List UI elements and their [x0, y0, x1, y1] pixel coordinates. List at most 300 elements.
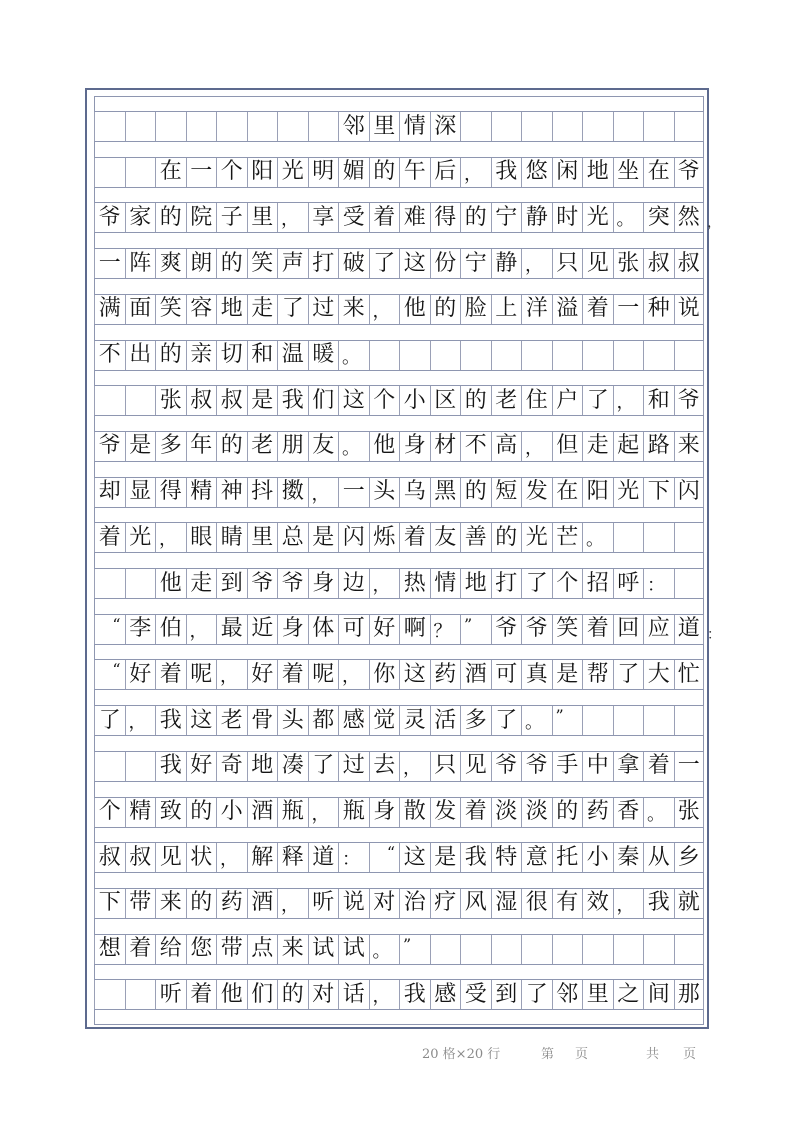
grid-cell: 。: [338, 432, 369, 461]
grid-cell: 意: [521, 843, 552, 872]
grid-cell: 切: [216, 341, 247, 370]
grid-cell: 材: [430, 432, 461, 461]
grid-cell: 老: [216, 706, 247, 735]
grid-cell: 药: [582, 798, 613, 827]
grid-cell: 受: [460, 980, 491, 1009]
grid-cell: 不: [460, 432, 491, 461]
grid-cell: 活: [430, 706, 461, 735]
grid-cell: 朋: [277, 432, 308, 461]
grid-cell: ：: [643, 569, 674, 598]
grid-cell: 近: [247, 615, 278, 644]
grid-cell: 凑: [277, 752, 308, 781]
grid-cell: 的: [155, 203, 186, 232]
grid-cell: 叔: [125, 843, 156, 872]
grid-cell: 了: [613, 660, 644, 689]
grid-cell-empty: [125, 158, 156, 187]
grid-cell-empty: [552, 112, 583, 141]
grid-cell: 和: [247, 341, 278, 370]
grid-cell: 您: [186, 935, 217, 964]
grid-cell: 他: [155, 569, 186, 598]
grid-cell: 这: [399, 660, 430, 689]
grid-cell: 来: [277, 935, 308, 964]
grid-row: [94, 842, 704, 873]
grid-cell: 小: [399, 386, 430, 415]
grid-cell: 爷: [94, 203, 125, 232]
grid-cell: 得: [155, 478, 186, 507]
grid-cell: ，: [369, 295, 400, 324]
grid-cell: 擞: [277, 478, 308, 507]
grid-cell: 是: [247, 386, 278, 415]
grid-cell-empty: [521, 935, 552, 964]
grid-cell: 着: [125, 935, 156, 964]
grid-cell-empty: [674, 706, 705, 735]
grid-cell-empty: [491, 112, 522, 141]
grid-cell: 走: [582, 432, 613, 461]
grid-spec-label: 20 格×20 行: [422, 1047, 501, 1062]
grid-cell: 了: [521, 980, 552, 1009]
grid-cell-empty: [94, 386, 125, 415]
grid-cell: 说: [338, 889, 369, 918]
grid-cell: 们: [247, 980, 278, 1009]
grid-cell: 好: [125, 660, 156, 689]
grid-cell: 得: [430, 203, 461, 232]
grid-cell: 闲: [552, 158, 583, 187]
grid-cell: 阳: [582, 478, 613, 507]
grid-row: [94, 294, 704, 325]
grid-cell: 秦: [613, 843, 644, 872]
grid-cell: 声: [277, 249, 308, 278]
grid-cell: ，: [308, 478, 339, 507]
grid-cell-empty: [674, 569, 705, 598]
grid-cell: 觉: [369, 706, 400, 735]
grid-cell: 了: [277, 295, 308, 324]
grid-cell: 拿: [613, 752, 644, 781]
grid-cell: 想: [94, 935, 125, 964]
grid-cell: ”: [460, 615, 491, 644]
grid-cell: 个: [94, 798, 125, 827]
grid-cell: 眼: [186, 523, 217, 552]
grid-cell: 脸: [460, 295, 491, 324]
grid-cell: 着: [399, 523, 430, 552]
grid-cell: 家: [125, 203, 156, 232]
grid-cell: 闪: [674, 478, 705, 507]
grid-cell: ，: [369, 980, 400, 1009]
grid-cell: 老: [491, 386, 522, 415]
grid-cell: 酒: [460, 660, 491, 689]
grid-cell: 。: [613, 203, 644, 232]
grid-cell: 都: [308, 706, 339, 735]
grid-cell: 种: [643, 295, 674, 324]
grid-cell-empty: [613, 112, 644, 141]
grid-cell: 爷: [491, 615, 522, 644]
grid-cell: 的: [369, 158, 400, 187]
grid-cell: 叔: [186, 386, 217, 415]
grid-cell: 呢: [186, 660, 217, 689]
grid-cell: 光: [277, 158, 308, 187]
grid-cell: ，: [277, 889, 308, 918]
grid-cell: 爷: [277, 569, 308, 598]
grid-cell: 热: [399, 569, 430, 598]
grid-cell: 在: [552, 478, 583, 507]
grid-cell: 。: [338, 341, 369, 370]
grid-cell: 很: [521, 889, 552, 918]
grid-cell: 发: [521, 478, 552, 507]
grid-cell: ，: [277, 203, 308, 232]
grid-cell: 状: [186, 843, 217, 872]
grid-cell: 身: [369, 798, 400, 827]
grid-cell: ，: [308, 798, 339, 827]
grid-cell: 爷: [491, 752, 522, 781]
grid-cell: ，: [460, 158, 491, 187]
grid-cell: 静: [491, 249, 522, 278]
grid-cell-empty: [94, 752, 125, 781]
grid-cell: 宁: [460, 249, 491, 278]
grid-cell: 一: [186, 158, 217, 187]
grid-cell: 奇: [216, 752, 247, 781]
grid-cell: ”: [399, 935, 430, 964]
grid-cell: 打: [491, 569, 522, 598]
grid-cell: 显: [125, 478, 156, 507]
grid-cell: ：: [338, 843, 369, 872]
grid-cell: 后: [430, 158, 461, 187]
grid-cell: 从: [643, 843, 674, 872]
grid-cell: 这: [399, 843, 430, 872]
grid-cell: 的: [155, 341, 186, 370]
grid-cell: 里: [247, 523, 278, 552]
grid-cell: 善: [460, 523, 491, 552]
grid-cell: ，: [613, 386, 644, 415]
grid-cell: 路: [643, 432, 674, 461]
grid-cell: 间: [643, 980, 674, 1009]
grid-cell: 明: [308, 158, 339, 187]
grid-cell: 个: [369, 386, 400, 415]
grid-cell: 致: [155, 798, 186, 827]
grid-cell-empty: [460, 112, 491, 141]
grid-cell-empty: [613, 706, 644, 735]
grid-cell: 的: [430, 295, 461, 324]
grid-cell: 光: [125, 523, 156, 552]
grid-cell: 好: [247, 660, 278, 689]
grid-cell: 就: [674, 889, 705, 918]
grid-cell: 着: [277, 660, 308, 689]
grid-cell: 道: [674, 615, 705, 644]
grid-cell: 了: [521, 569, 552, 598]
grid-row: [94, 888, 704, 919]
grid-cell: 光: [613, 478, 644, 507]
grid-cell-empty: [674, 523, 705, 552]
grid-cell: “: [369, 843, 400, 872]
grid-cell: 是: [430, 843, 461, 872]
grid-cell: 地: [247, 752, 278, 781]
grid-cell: 黑: [430, 478, 461, 507]
grid-cell: 的: [491, 523, 522, 552]
grid-cell: 芒: [552, 523, 583, 552]
grid-row: [94, 477, 704, 508]
grid-cell: 那: [674, 980, 705, 1009]
grid-cell: 爷: [521, 752, 552, 781]
grid-cell: 地: [460, 569, 491, 598]
grid-cell-empty: [369, 341, 400, 370]
grid-cell: 爷: [94, 432, 125, 461]
grid-cell: 回: [613, 615, 644, 644]
grid-row: [94, 934, 704, 965]
grid-cell: 道: [308, 843, 339, 872]
grid-cell: 的: [216, 432, 247, 461]
grid-cell: 头: [277, 706, 308, 735]
grid-cell: 小: [582, 843, 613, 872]
grid-cell: 面: [125, 295, 156, 324]
grid-cell: 手: [552, 752, 583, 781]
grid-cell: 我: [155, 752, 186, 781]
grid-cell: 身: [399, 432, 430, 461]
grid-cell-empty: [643, 706, 674, 735]
grid-cell: 试: [338, 935, 369, 964]
grid-cell: 中: [582, 752, 613, 781]
grid-cell: 最: [216, 615, 247, 644]
grid-cell: 阳: [247, 158, 278, 187]
grid-cell: 小: [216, 798, 247, 827]
grid-cell: 一: [338, 478, 369, 507]
grid-cell: 了: [582, 386, 613, 415]
grid-cell: 的: [277, 980, 308, 1009]
grid-cell: ，: [186, 615, 217, 644]
grid-cell: 头: [369, 478, 400, 507]
grid-cell-empty: [643, 523, 674, 552]
grid-cell-empty: [613, 523, 644, 552]
grid-cell: ”: [552, 706, 583, 735]
grid-cell: 神: [216, 478, 247, 507]
grid-cell-empty: [521, 341, 552, 370]
grid-cell-empty: [582, 112, 613, 141]
grid-cell: 多: [460, 706, 491, 735]
grid-cell: 疗: [430, 889, 461, 918]
grid-cell: 着: [460, 798, 491, 827]
grid-cell: 。: [582, 523, 613, 552]
grid-cell: 我: [399, 980, 430, 1009]
grid-cell: 酒: [247, 889, 278, 918]
grid-cell: 精: [186, 478, 217, 507]
grid-cell-empty: [460, 341, 491, 370]
grid-cell-empty: [674, 112, 705, 141]
grid-cell: 着: [643, 752, 674, 781]
grid-cell: 帮: [582, 660, 613, 689]
grid-cell: 灵: [399, 706, 430, 735]
grid-cell: 呢: [308, 660, 339, 689]
grid-cell: 点: [247, 935, 278, 964]
grid-cell-empty: [491, 341, 522, 370]
grid-cell: 我: [643, 889, 674, 918]
grid-cell: 光: [582, 203, 613, 232]
grid-cell: 到: [216, 569, 247, 598]
grid-cell: 过: [308, 295, 339, 324]
grid-cell: ，: [125, 706, 156, 735]
grid-cell: 来: [338, 295, 369, 324]
grid-cell: 走: [247, 295, 278, 324]
grid-cell-empty: [277, 112, 308, 141]
grid-cell: 着: [186, 980, 217, 1009]
grid-cell-empty: [643, 341, 674, 370]
grid-cell-empty: [552, 341, 583, 370]
grid-cell: 乡: [674, 843, 705, 872]
grid-cell-empty: [643, 935, 674, 964]
grid-cell: 治: [399, 889, 430, 918]
grid-cell: 身: [277, 615, 308, 644]
grid-cell-empty: [582, 706, 613, 735]
grid-cell: 多: [155, 432, 186, 461]
grid-cell: 爷: [521, 615, 552, 644]
grid-cell-empty: [674, 341, 705, 370]
grid-cell: 可: [491, 660, 522, 689]
grid-cell: ？: [430, 615, 461, 644]
grid-cell: 邻: [552, 980, 583, 1009]
grid-cell: 的: [186, 889, 217, 918]
grid-cell: 难: [399, 203, 430, 232]
grid-row: [94, 797, 704, 828]
grid-cell: ，: [521, 432, 552, 461]
grid-cell-empty: [216, 112, 247, 141]
grid-cell: 爷: [247, 569, 278, 598]
grid-cell-empty: [155, 112, 186, 141]
grid-cell: 满: [94, 295, 125, 324]
grid-cell: 应: [643, 615, 674, 644]
grid-cell-empty: [125, 112, 156, 141]
grid-cell: 。: [369, 935, 400, 964]
grid-cell: 来: [155, 889, 186, 918]
grid-cell: 个: [216, 158, 247, 187]
grid-cell-empty: [674, 935, 705, 964]
grid-cell: 李: [125, 615, 156, 644]
grid-cell: 时: [552, 203, 583, 232]
page-number-prefix: 第: [541, 1047, 555, 1062]
grid-cell: 药: [216, 889, 247, 918]
grid-cell: 发: [430, 798, 461, 827]
grid-cell: ，: [521, 249, 552, 278]
grid-cell: 说: [674, 295, 705, 324]
grid-cell: 叔: [216, 386, 247, 415]
grid-cell: 邻: [338, 112, 369, 141]
grid-cell: 笑: [247, 249, 278, 278]
grid-cell: 对: [308, 980, 339, 1009]
grid-cell: 抖: [247, 478, 278, 507]
grid-cell: 招: [582, 569, 613, 598]
grid-cell-empty: [491, 935, 522, 964]
grid-cell: 里: [369, 112, 400, 141]
grid-cell: 特: [491, 843, 522, 872]
grid-cell: 走: [186, 569, 217, 598]
grid-cell: 院: [186, 203, 217, 232]
grid-cell: 着: [94, 523, 125, 552]
grid-cell: ，: [155, 523, 186, 552]
grid-cell: 阵: [125, 249, 156, 278]
grid-cell: 只: [552, 249, 583, 278]
grid-cell: 着: [155, 660, 186, 689]
grid-cell: 张: [155, 386, 186, 415]
grid-cell: 地: [582, 158, 613, 187]
grid-cell: ，: [216, 660, 247, 689]
grid-cell: 解: [247, 843, 278, 872]
total-pages-prefix: 共: [646, 1047, 660, 1062]
grid-cell: 总: [277, 523, 308, 552]
grid-cell-empty: [552, 935, 583, 964]
grid-cell: 但: [552, 432, 583, 461]
grid-cell: 的: [460, 203, 491, 232]
grid-cell: 里: [247, 203, 278, 232]
grid-cell: 午: [399, 158, 430, 187]
grid-cell: 暖: [308, 341, 339, 370]
grid-cell: 带: [216, 935, 247, 964]
grid-cell-empty: [125, 569, 156, 598]
grid-cell: 只: [430, 752, 461, 781]
grid-cell: 我: [155, 706, 186, 735]
grid-cell: 悠: [521, 158, 552, 187]
grid-cell: 不: [94, 341, 125, 370]
grid-cell: 下: [643, 478, 674, 507]
grid-cell: 散: [399, 798, 430, 827]
grid-cell: 到: [491, 980, 522, 1009]
grid-cell: 亲: [186, 341, 217, 370]
page-number-suffix: 页: [575, 1047, 589, 1062]
grid-cell: 是: [308, 523, 339, 552]
grid-cell: 破: [338, 249, 369, 278]
grid-cell: 带: [125, 889, 156, 918]
grid-cell: 上: [491, 295, 522, 324]
grid-cell: 他: [216, 980, 247, 1009]
grid-cell-empty: [582, 341, 613, 370]
grid-cell: 是: [125, 432, 156, 461]
grid-cell-empty: [399, 341, 430, 370]
grid-cell: 着: [582, 295, 613, 324]
total-pages-suffix: 页: [683, 1047, 697, 1062]
grid-cell: 来: [674, 432, 705, 461]
grid-cell: 瓶: [277, 798, 308, 827]
grid-cell-empty: [247, 112, 278, 141]
grid-row: [94, 751, 704, 782]
grid-cell: 光: [521, 523, 552, 552]
grid-cell: 子: [216, 203, 247, 232]
grid-cell: 给: [155, 935, 186, 964]
grid-cell: ，: [399, 752, 430, 781]
grid-cell: 托: [552, 843, 583, 872]
grid-cell: 爷: [674, 386, 705, 415]
grid-cell: 温: [277, 341, 308, 370]
grid-cell: 香: [613, 798, 644, 827]
grid-cell: 们: [308, 386, 339, 415]
grid-cell: 容: [186, 295, 217, 324]
grid-cell: 烁: [369, 523, 400, 552]
grid-cell: 是: [552, 660, 583, 689]
grid-cell: 对: [369, 889, 400, 918]
grid-cell: 静: [521, 203, 552, 232]
grid-cell: 的: [460, 386, 491, 415]
margin-overflow-punctuation: ：: [707, 626, 721, 643]
grid-cell: 睛: [216, 523, 247, 552]
grid-cell: ，: [216, 843, 247, 872]
grid-cell-empty: [125, 980, 156, 1009]
grid-cell-empty: [521, 112, 552, 141]
grid-cell-empty: [94, 569, 125, 598]
grid-cell: 友: [430, 523, 461, 552]
grid-cell: 高: [491, 432, 522, 461]
grid-cell: 洋: [521, 295, 552, 324]
grid-row: [94, 157, 704, 188]
grid-row: [94, 522, 704, 553]
grid-cell: 忙: [674, 660, 705, 689]
grid-cell-empty: [613, 341, 644, 370]
grid-cell: “: [94, 615, 125, 644]
grid-cell: 骨: [247, 706, 278, 735]
grid-cell: 见: [155, 843, 186, 872]
grid-cell: 好: [186, 752, 217, 781]
